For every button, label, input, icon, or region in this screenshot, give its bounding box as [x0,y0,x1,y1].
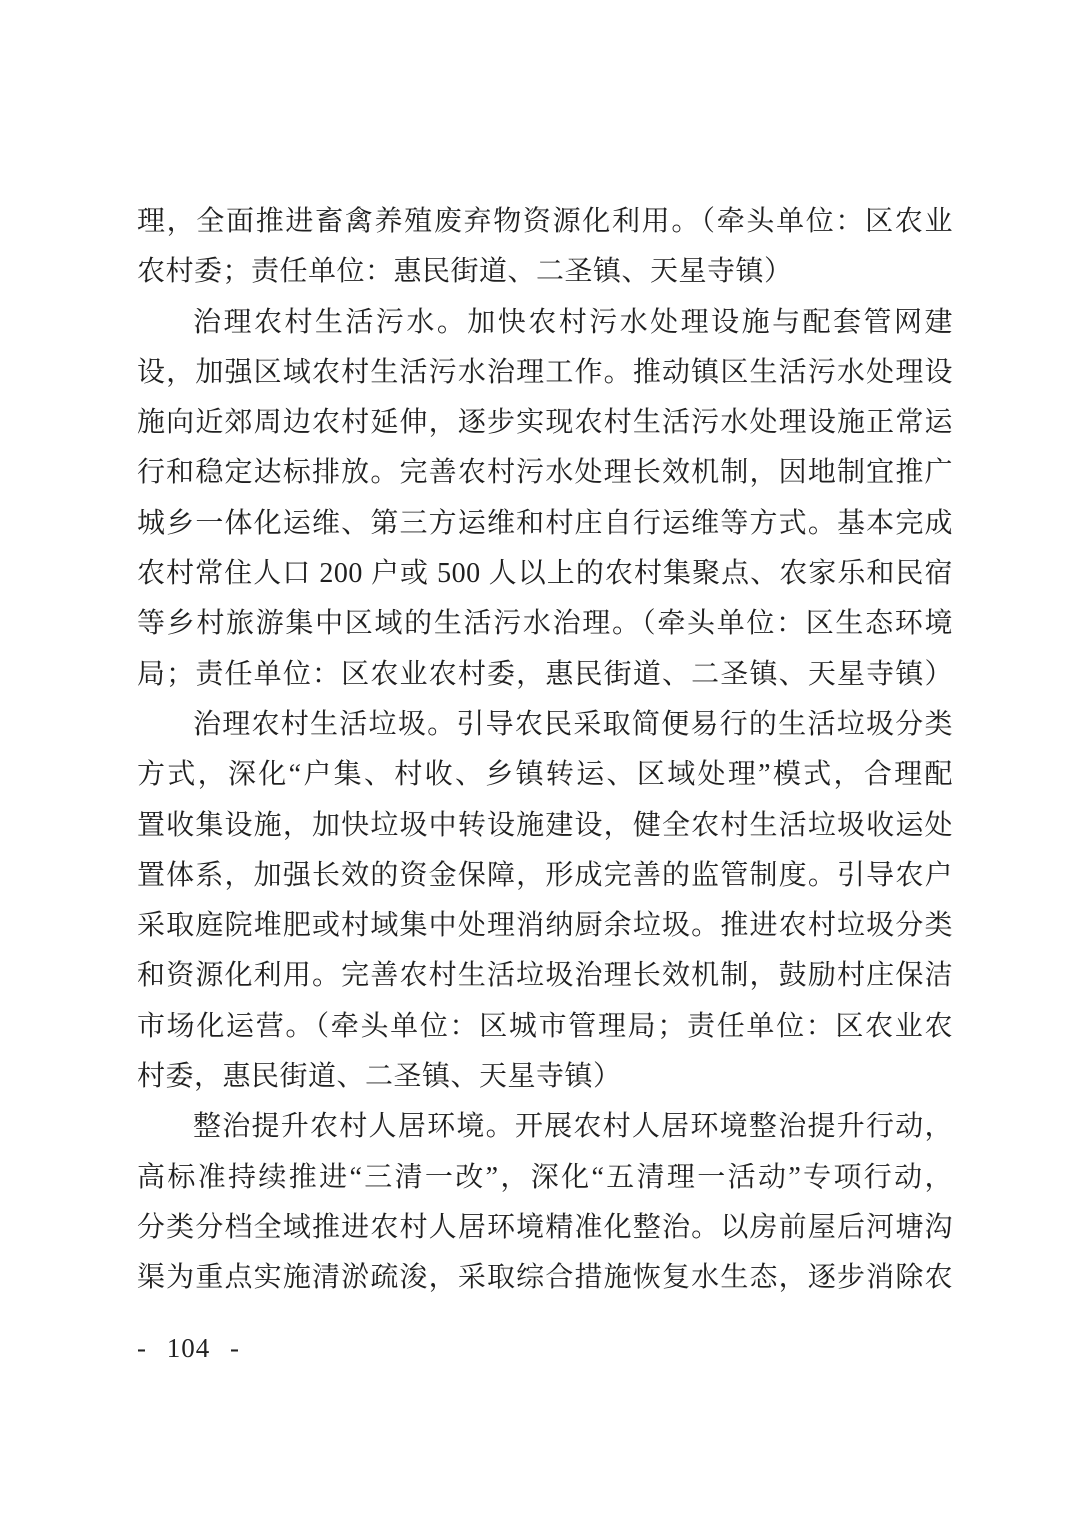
text-line: 渠为重点实施清淤疏浚，采取综合措施恢复水生态，逐步消除农 [137,1262,953,1294]
body-text [137,197,953,1304]
page-number: - 104 - [137,1333,240,1363]
text-line: 村委，惠民街道、二圣镇、天星寺镇） [137,1061,622,1093]
text-line: 和资源化利用。完善农村生活垃圾治理长效机制，鼓励村庄保洁 [137,960,953,992]
text-line: 整治提升农村人居环境。开展农村人居环境整治提升行动， [193,1111,953,1143]
text-line: 采取庭院堆肥或村域集中处理消纳厨余垃圾。推进农村垃圾分类 [137,910,953,942]
text-line: 城乡一体化运维、第三方运维和村庄自行运维等方式。基本完成 [137,507,953,539]
text-line: 高标准持续推进“三清一改”，深化“五清理一活动”专项行动， [137,1161,953,1193]
text-line: 行和稳定达标排放。完善农村污水处理长效机制，因地制宜推广 [137,457,953,489]
text-line: 置体系，加强长效的资金保障，形成完善的监管制度。引导农户 [137,859,953,891]
text-line: 理，全面推进畜禽养殖废弃物资源化利用。（牵头单位：区农业 [137,206,953,237]
text-line: 局；责任单位：区农业农村委，惠民街道、二圣镇、天星寺镇） [137,658,953,690]
text-line: 分类分档全域推进农村人居环境精准化整治。以房前屋后河塘沟 [137,1211,953,1243]
text-line: 方式，深化“户集、村收、乡镇转运、区域处理”模式，合理配 [137,759,953,791]
text-line: 治理农村生活污水。加快农村污水处理设施与配套管网建 [193,306,953,338]
text-line: 等乡村旅游集中区域的生活污水治理。（牵头单位：区生态环境 [137,608,953,640]
text-line: 设，加强区域农村生活污水治理工作。推动镇区生活污水处理设 [137,356,953,388]
text-line: 治理农村生活垃圾。引导农民采取简便易行的生活垃圾分类 [193,708,953,740]
text-line: 农村常住人口 200 户或 500 人以上的农村集聚点、农家乐和民宿 [137,558,953,590]
text-line: 市场化运营。（牵头单位：区城市管理局；责任单位：区农业农 [137,1010,953,1042]
text-line: 施向近郊周边农村延伸，逐步实现农村生活污水处理设施正常运 [137,407,953,439]
text-line: 置收集设施，加快垃圾中转设施建设，健全农村生活垃圾收运处 [137,809,953,841]
text-line: 农村委；责任单位：惠民街道、二圣镇、天星寺镇） [137,256,793,288]
